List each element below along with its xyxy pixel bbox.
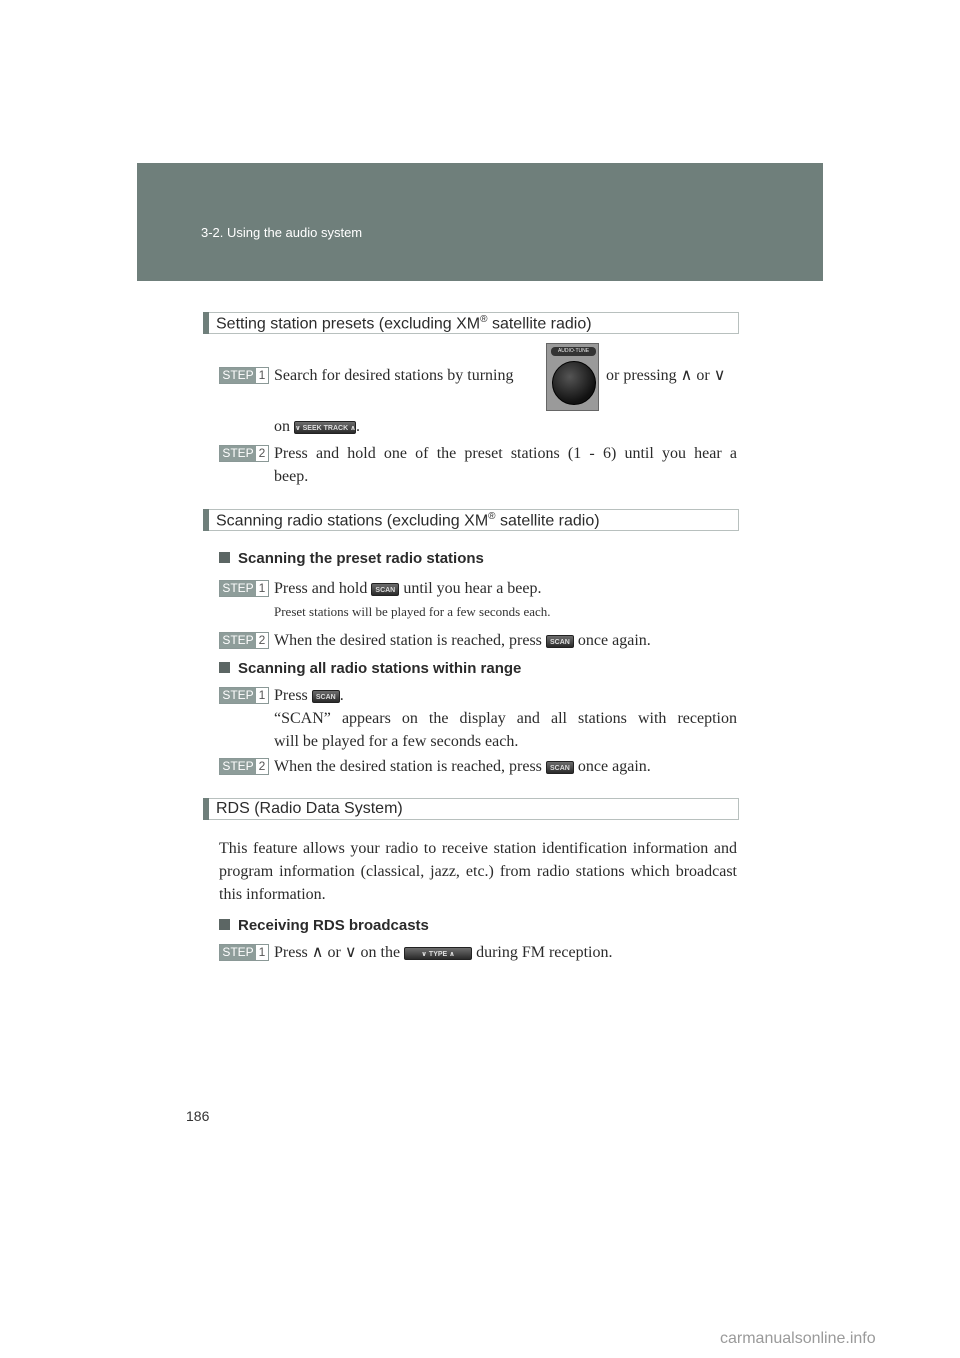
square-bullet-icon [219, 919, 230, 930]
step-badge: STEP 2 [219, 445, 269, 462]
step-text: during FM reception. [476, 944, 613, 961]
step-text: Search for desired stations by turning [274, 367, 514, 384]
step-text: . [339, 687, 344, 704]
step-text: beep. [274, 468, 309, 485]
step-badge: STEP 1 [219, 367, 269, 384]
step-text: will be played for a few seconds each. [274, 733, 519, 750]
step-badge: STEP 2 [219, 758, 269, 775]
step-badge: STEP 1 [219, 687, 269, 704]
scan-button-icon: SCAN [546, 761, 574, 774]
scan-button-icon: SCAN [371, 583, 399, 596]
subheading: Scanning the preset radio stations [219, 550, 484, 567]
chapter-title: 3-2. Using the audio system [201, 225, 363, 240]
step-badge: STEP 2 [219, 632, 269, 649]
step-text: Press and hold one of the preset stations (1 - 6) until you hear a [274, 445, 737, 462]
page-number: 186 [186, 1108, 210, 1124]
step-text: When the desired station is reached, press [274, 632, 542, 649]
scan-button-icon: SCAN [546, 635, 574, 648]
registered-mark: ® [480, 314, 488, 325]
knob-dial [552, 361, 596, 405]
chapter-header-bar [137, 163, 823, 281]
step-text: until you hear a beep. [403, 580, 542, 597]
audio-tune-knob-icon: AUDIO·TUNE [546, 343, 599, 411]
registered-mark: ® [488, 511, 496, 522]
section-presets-heading [203, 312, 739, 334]
step-text: “SCAN” appears on the display and all stations with reception [274, 710, 737, 727]
watermark: carmanualsonline.info [720, 1330, 876, 1347]
seek-track-button-icon: ∨ SEEK TRACK ∧ [294, 421, 356, 434]
heading-accent [203, 798, 209, 820]
subheading: Scanning all radio stations within range [219, 660, 521, 677]
presets-title-prefix: Setting station presets (excluding XM [216, 315, 481, 333]
step-text: or pressing ∧ or ∨ [606, 367, 726, 384]
step-text: on [274, 418, 290, 435]
scanning-title-prefix: Scanning radio stations (excluding XM [216, 512, 489, 530]
step-text: Press and hold [274, 580, 368, 597]
step-text: once again. [577, 632, 651, 649]
rds-title: RDS (Radio Data System) [216, 800, 403, 817]
step-badge: STEP 1 [219, 580, 269, 597]
square-bullet-icon [219, 552, 230, 563]
step-text: . [356, 418, 360, 435]
section-rds-heading [203, 798, 739, 820]
step-text: Press [274, 687, 308, 704]
square-bullet-icon [219, 662, 230, 673]
presets-title-suffix: satellite radio) [487, 315, 592, 333]
rds-paragraph: This feature allows your radio to receive station identification information and program information (classical, jazz, etc.) from radio stations which broadcast this information. [219, 840, 737, 903]
scan-button-icon: SCAN [312, 690, 340, 703]
step-note: Preset stations will be played for a few seconds each. [274, 604, 551, 619]
step-badge: STEP 1 [219, 944, 269, 961]
type-button-icon: ∨ TYPE ∧ [404, 947, 472, 960]
heading-accent [203, 312, 209, 334]
step-text: When the desired station is reached, press [274, 758, 542, 775]
scanning-title-suffix: satellite radio) [495, 512, 600, 530]
step-text: Press ∧ or ∨ on the [274, 944, 401, 961]
heading-accent [203, 509, 209, 531]
subheading: Receiving RDS broadcasts [219, 917, 429, 934]
section-scanning-heading [203, 509, 739, 531]
step-text: once again. [577, 758, 651, 775]
